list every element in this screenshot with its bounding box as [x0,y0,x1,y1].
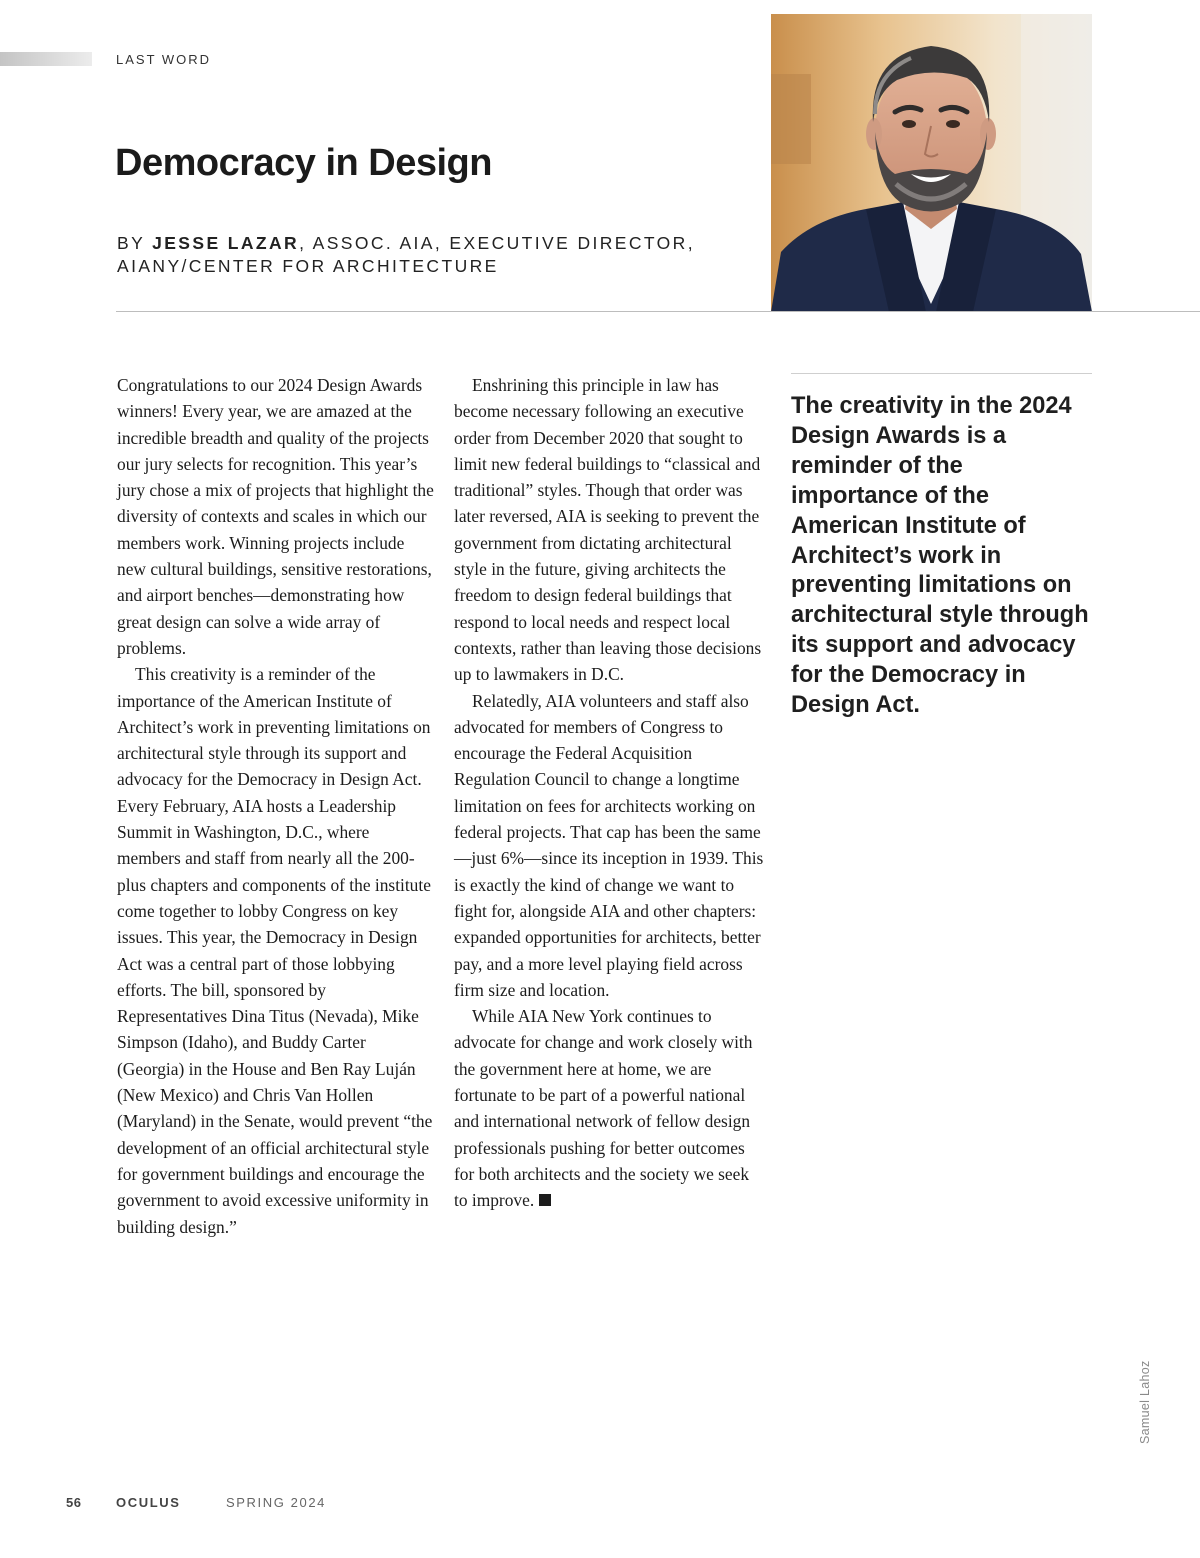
header-divider [116,311,1200,312]
page-number: 56 [66,1495,82,1510]
pull-quote: The creativity in the 2024 Design Awards is a reminder of the importance of the American Institute of Architect’s work in preventing limitations on architectural style through its support and advocacy for the Democracy in Design Act. [791,393,1089,719]
body-column-1 [117,372,435,1240]
issue-date: SPRING 2024 [226,1495,326,1510]
article-title: Democracy in Design [115,142,492,184]
photo-credit: Samuel Lahoz [1138,1360,1152,1444]
author-portrait [771,14,1092,312]
section-label: LAST WORD [116,52,212,67]
paragraph: Enshrining this principle in law has become necessary following an executive order from December 2020 that sought to limit new federal buildings to “classical and traditional” styles. Though that order was later reversed, AIA is seeking to prevent the government from dictating architectural style in the future, giving architects the freedom to design federal buildings that respond to local needs and respect local contexts, rather than leaving those decisions up to lawmakers in D.C. [454,375,762,685]
byline-prefix: BY [117,233,153,253]
paragraph: Congratulations to our 2024 Design Awards winners! Every year, we are amazed at the incredible breadth and quality of the projects our jury selects for recognition. This year’s jury chose a mix of projects that highlight the diversity of contexts and scales in which our members work. Winning projects include new cultural buildings, sensitive restorations, and airport benches—demonstrating how great design can solve a wide array of problems. [117,375,434,658]
byline [117,232,695,278]
pull-quote-rule [791,373,1092,374]
paragraph: This creativity is a reminder of the importance of the American Institute of Architect’s work in preventing limitations on architectural style through its support and advocacy for the Democracy in Design Act. Every February, AIA hosts a Leadership Summit in Washington, D.C., where members and staff from nearly all the 200-plus chapters and components of the institute come together to lobby Congress on key issues. This year, the Democracy in Design Act was a central part of those lobbying efforts. The bill, sponsored by Representatives Dina Titus (Nevada), Mike Simpson (Idaho), and Buddy Carter (Georgia) in the House and Ben Ray Luján (New Mexico) and Chris Van Hollen (Maryland) in the Senate, would prevent “the development of an official architectural style for government buildings and encourage the government to avoid excessive uniformity in building design.” [117,664,433,1237]
byline-author: JESSE LAZAR [152,233,300,253]
body-column-2 [454,372,764,1214]
paragraph-text: While AIA New York continues to advocate for change and work closely with the government here at home, we are fortunate to be part of a powerful national and international network of fellow design professionals pushing for better outcomes for both architects and the society we seek to improve. [454,1006,753,1211]
section-accent-bar [0,52,92,66]
publication-name: OCULUS [116,1495,181,1510]
paragraph-final [454,1003,764,1213]
byline-title: , ASSOC. AIA, EXECUTIVE DIRECTOR, [299,233,695,253]
end-mark-icon [539,1194,551,1206]
byline-organization: AIANY/CENTER FOR ARCHITECTURE [117,256,499,276]
paragraph: Relatedly, AIA volunteers and staff also advocated for members of Congress to encourage the Federal Acquisition Regulation Council to change a longtime limitation on fees for architects working on federal projects. That cap has been the same—just 6%—since its inception in 1939. This is exactly the kind of change we want to fight for, alongside AIA and other chapters: expanded opportunities for architects, better pay, and a more level playing field across firm size and location. [454,690,764,1000]
